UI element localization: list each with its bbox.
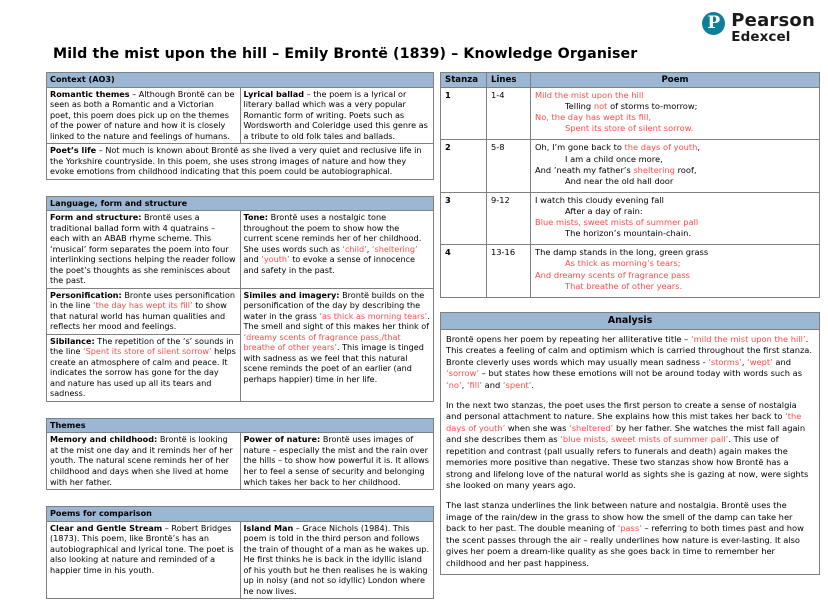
context-table bbox=[46, 72, 434, 180]
stanza-number: 3 bbox=[441, 192, 487, 244]
pearson-edexcel-logo bbox=[702, 11, 815, 45]
column-header-lines: Lines bbox=[487, 73, 531, 88]
analysis-body bbox=[440, 330, 820, 575]
highlighted-quote: Mild the mist upon the hill bbox=[535, 90, 644, 100]
highlighted-quote: No, the day has wept its fill, bbox=[535, 112, 652, 123]
poem-line bbox=[535, 217, 815, 228]
highlighted-quote: ‘child’ bbox=[342, 243, 367, 254]
highlighted-quote: ‘pass’ bbox=[617, 523, 642, 534]
highlighted-quote: ‘spent’ bbox=[502, 379, 532, 390]
highlighted-quote: That breathe of other years. bbox=[565, 280, 683, 291]
table-row bbox=[47, 521, 434, 599]
cell-body: – Robert Bridges (1873). This poem, like Brontë’s has an autobiographical and lyrical tone. The poet is also looking at nature and reminded of a happier time in his youth. bbox=[50, 522, 234, 575]
themes-table bbox=[46, 418, 434, 490]
highlighted-quote: the days of youth bbox=[624, 142, 698, 153]
cell-lead: Lyrical ballad bbox=[243, 88, 305, 99]
table-row bbox=[441, 88, 820, 140]
table-row bbox=[47, 433, 434, 490]
highlighted-quote: ‘sheltered’ bbox=[569, 422, 614, 433]
comparison-cell-island-man bbox=[240, 521, 434, 599]
poem-line bbox=[535, 123, 815, 134]
analysis-paragraph: The last stanza underlines the link between nature and nostalgia. Brontë uses the image of the rain/dew in the grass to show how the smell of the damp can take her back to her past. The double meaning of ‘pass’ – referring to both times past and how the scent passes through the air – really underlines how nature is ever-lasting. It also gives her poem a dream-like quality as she goes back in time to remember her childhood and her past happiness. bbox=[446, 500, 804, 568]
cell-body: Brontë builds on the personification of the day by describing the water in the grass ‘as thick as morning tears’. The smell and sight of this makes her think of ‘dreamy scents of fragrance pass,/that breathe of other years’. This image is tinged with sadness as we feel that this natural scene reminds the poet of an earlier (and perhaps happier) time in her life. bbox=[243, 289, 430, 384]
poem-line: The horizon’s mountain-chain. bbox=[565, 228, 692, 239]
poem-line: The damp stands in the long, green grass bbox=[535, 247, 709, 258]
table-row bbox=[441, 245, 820, 297]
table-row bbox=[441, 140, 820, 192]
table-row bbox=[47, 144, 434, 180]
analysis-paragraph: In the next two stanzas, the poet uses the first person to create a sense of nostalgia and personal attachment to nature. She explains how this mist takes her back to ‘the days of youth’ when she was ‘sheltered’ by her father. She watches the mist fall again and she describes them as ‘blue mists, sweet mists of summer pall’. This use of repetition and contrast (pall usually refers to funerals and death) again makes the memories more positive than negative. These two stanzas show how Brontë has a strong and lifelong love of the natural world as sights she is gazing at now, were sights she looked on many years ago. bbox=[446, 399, 809, 490]
highlighted-quote: ‘fill’ bbox=[466, 379, 483, 390]
cell-lead: Clear and Gentle Stream bbox=[50, 522, 163, 533]
table-header-row bbox=[47, 196, 434, 211]
cell-body: Brontë is looking at the mist one day and it reminds her of her youth. The natural scene reminds her of her childhood and days when she lived at home with her father. bbox=[50, 434, 233, 487]
poem-stanza-text bbox=[531, 140, 820, 192]
cell-body: Brontë uses images of nature – especially the mist and the rain over the hills – to show how powerful it is. It allows her to feel a sense of security and belonging which takes her back to her childhood. bbox=[243, 434, 429, 487]
cell-body: – Not much is known about Brontë as she lived a very quiet and reclusive life in the Yorkshire countryside. In this poem, she uses strong images of nature and how they evoke emotions from childhood indicating that this poem could be autobiographical. bbox=[50, 145, 422, 177]
poem-line: Oh, I’m gone back to the days of youth, bbox=[535, 142, 701, 153]
highlighted-quote: Blue mists, sweet mists of summer pall bbox=[535, 217, 699, 228]
cell-lead: Similes and imagery: bbox=[243, 289, 340, 300]
pearson-p-letter: P bbox=[707, 12, 721, 33]
stanza-number: 2 bbox=[441, 140, 487, 192]
cell-lead: Romantic themes bbox=[50, 88, 130, 99]
right-column bbox=[440, 72, 820, 575]
table-header-row bbox=[47, 73, 434, 88]
poem-line: I am a child once more, bbox=[565, 153, 663, 164]
left-column bbox=[46, 72, 434, 615]
highlighted-quote: ‘as thick as morning tears’ bbox=[319, 310, 428, 321]
context-heading: Context (AO3) bbox=[47, 73, 434, 88]
language-cell-tone bbox=[240, 211, 434, 289]
highlighted-quote: ‘sheltering’ bbox=[371, 243, 418, 254]
highlighted-quote: ‘no’ bbox=[446, 379, 462, 390]
analysis-heading: Analysis bbox=[440, 312, 820, 330]
highlighted-quote: ‘sorrow’ bbox=[446, 368, 480, 379]
language-cell-personification bbox=[47, 288, 241, 334]
highlighted-quote: ‘mild the mist upon the hill’ bbox=[690, 333, 806, 344]
highlighted-quote: ‘storms’ bbox=[708, 356, 742, 367]
poem-line: Telling not of storms to-morrow; bbox=[565, 101, 698, 112]
context-cell-romantic-themes bbox=[47, 87, 241, 144]
highlighted-quote: ‘the day has wept its fill’ bbox=[93, 300, 193, 311]
poem-line: After a day of rain: bbox=[565, 205, 643, 216]
poem-line: And ’neath my father’s sheltering roof, bbox=[535, 164, 697, 175]
poem-line bbox=[535, 281, 815, 292]
poem-stanza-text bbox=[531, 88, 820, 140]
column-header-stanza: Stanza bbox=[441, 73, 487, 88]
cell-body: Bronte uses personification in the line ‘the day has wept its fill’ to show that natural world has human qualities and reflects her mood and feelings. bbox=[50, 289, 235, 332]
cell-body: – Although Brontë can be seen as both a Romantic and a Victorian poet, this poem does pick up on the themes of the power of nature and how it is closely linked to the nature and feelings of humans. bbox=[50, 88, 235, 141]
highlighted-quote: ‘wept’ bbox=[747, 356, 773, 367]
poem-line: I watch this cloudy evening fall bbox=[535, 194, 664, 205]
themes-cell-power-of-nature bbox=[240, 433, 434, 490]
analysis-paragraph: Brontë opens her poem by repeating her alliterative title – ‘mild the mist upon the hill’. This creates a feeling of calm and optimism which is carried throughout the first stanza. Bronte cleverly uses words which may usually mean sadness - ‘storms’, ‘wept’ and ‘sorrow’ – but states how these emotions will not be around today with words such as ‘no’, ‘fill’ and ‘spent’. bbox=[446, 333, 813, 390]
line-range: 9-12 bbox=[487, 192, 531, 244]
highlighted-quote: As thick as morning’s tears; bbox=[565, 258, 681, 269]
comparison-heading: Poems for comparison bbox=[47, 507, 434, 522]
stanza-number: 4 bbox=[441, 245, 487, 297]
highlighted-quote: ‘dreamy scents of fragrance pass,/that breathe of other years’ bbox=[243, 331, 401, 353]
line-range: 13-16 bbox=[487, 245, 531, 297]
highlighted-quote: And dreamy scents of fragrance pass bbox=[535, 269, 690, 280]
language-cell-sibilance bbox=[47, 334, 241, 401]
table-row bbox=[47, 288, 434, 334]
table-header-row bbox=[47, 507, 434, 522]
stanza-number: 1 bbox=[441, 88, 487, 140]
highlighted-quote: not bbox=[593, 101, 608, 112]
themes-cell-memory-and-childhood bbox=[47, 433, 241, 490]
poem-line: And near the old hall door bbox=[565, 175, 674, 186]
page-title: Mild the mist upon the hill – Emily Brontë (1839) – Knowledge Organiser bbox=[53, 46, 638, 62]
table-header-row bbox=[441, 73, 820, 88]
highlighted-quote: ‘youth’ bbox=[261, 254, 290, 265]
cell-lead: Island Man bbox=[243, 522, 294, 533]
poem-table-body bbox=[441, 88, 820, 298]
analysis-section bbox=[440, 312, 820, 575]
pearson-p-icon bbox=[702, 12, 725, 35]
line-range: 1-4 bbox=[487, 88, 531, 140]
poem-table-head bbox=[441, 73, 820, 88]
poem-stanza-text bbox=[531, 192, 820, 244]
poem-stanza-text bbox=[531, 245, 820, 297]
column-header-poem: Poem bbox=[531, 73, 820, 88]
poem-line bbox=[535, 270, 815, 281]
table-row bbox=[441, 192, 820, 244]
highlighted-quote: ‘Spent its store of silent sorrow’ bbox=[83, 346, 212, 357]
highlighted-quote: ‘blue mists, sweet mists of summer pall’ bbox=[560, 434, 729, 445]
line-range: 5-8 bbox=[487, 140, 531, 192]
cell-lead: Sibilance: bbox=[50, 335, 95, 346]
table-row bbox=[47, 87, 434, 144]
cell-body: – the poem is a lyrical or literary ballad which was a very popular Romantic form of writing. Poets such as Wordsworth and Coleridge used this genre as a tribute to old folk tales and ballads. bbox=[243, 88, 428, 141]
highlighted-quote: sheltering bbox=[633, 164, 675, 175]
themes-heading: Themes bbox=[47, 418, 434, 433]
language-form-structure-table bbox=[46, 196, 434, 402]
poem-line bbox=[535, 258, 815, 269]
cell-body: – Grace Nichols (1984). This poem is told in the third person and follows the train of thought of a man as he wakes up. He first thinks he is back in the idyllic island of his youth but he then realises he is waking up in noisy (and not so idyllic) London where he now lives. bbox=[243, 522, 430, 596]
cell-lead: Memory and childhood: bbox=[50, 434, 158, 445]
cell-lead: Power of nature: bbox=[243, 434, 321, 445]
language-cell-similes-and-imagery bbox=[240, 288, 434, 401]
cell-lead: Tone: bbox=[243, 212, 268, 223]
table-row bbox=[47, 211, 434, 289]
poem-table bbox=[440, 72, 820, 298]
cell-lead: Poet’s life bbox=[50, 145, 97, 156]
table-header-row bbox=[47, 418, 434, 433]
logo-brand: Pearson bbox=[731, 10, 815, 31]
cell-lead: Personification: bbox=[50, 289, 122, 300]
context-cell-lyrical-ballad bbox=[240, 87, 434, 144]
highlighted-quote: Spent its store of silent sorrow. bbox=[565, 123, 694, 134]
logo-text bbox=[731, 11, 815, 45]
cell-lead: Form and structure: bbox=[50, 212, 142, 223]
cell-body: The repetition of the ‘s’ sounds in the line ‘Spent its store of silent sorrow’ helps create an atmosphere of calm and peace. It indicates the sorrow has gone for the day and nature has used up all its tears and sadness. bbox=[50, 335, 236, 399]
context-cell-poets-life bbox=[47, 144, 434, 180]
cell-body: Brontë uses a traditional ballad form with 4 quatrains – each with an ABAB rhyme scheme. This ‘musical’ form separates the poem into four interlinking sections helping the reader follow the poet’s thoughts as she reminisces about the past. bbox=[50, 212, 236, 286]
highlighted-quote: ‘the days of youth’ bbox=[446, 411, 802, 433]
cell-body: Brontë uses a nostalgic tone throughout the poem to show how the current scene reminds her of her childhood. She uses words such as ‘child’, ‘sheltering’ and ‘youth’ to evoke a sense of innocence and safety in the past. bbox=[243, 212, 422, 275]
poems-for-comparison-table bbox=[46, 506, 434, 599]
poem-line bbox=[535, 112, 815, 123]
comparison-cell-clear-and-gentle-stream bbox=[47, 521, 241, 599]
language-heading: Language, form and structure bbox=[47, 196, 434, 211]
language-cell-form-and-structure bbox=[47, 211, 241, 289]
poem-line bbox=[535, 90, 815, 101]
logo-subbrand: Edexcel bbox=[731, 29, 791, 46]
